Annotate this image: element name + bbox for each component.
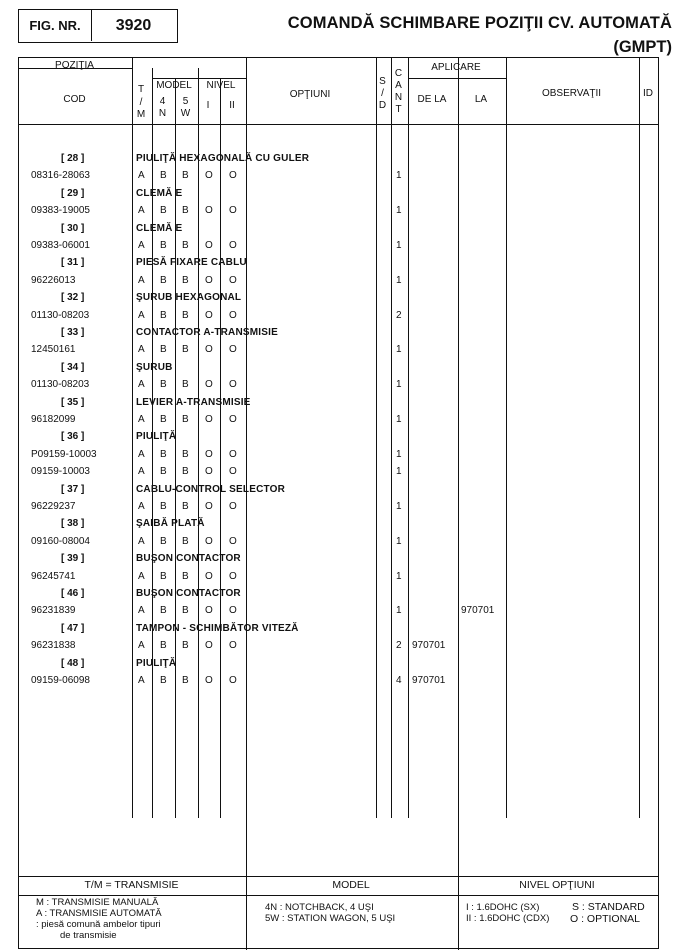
nivel-ii-value: O: [229, 535, 237, 547]
col-divider-la: [506, 58, 507, 818]
model-5w-value: B: [182, 344, 189, 356]
nivel-ii-value: O: [229, 640, 237, 652]
tm-value: A: [138, 379, 145, 391]
header-tm-m: M: [136, 109, 146, 120]
model-5w-value: B: [182, 414, 189, 425]
model-4n-value: B: [160, 414, 167, 425]
legend-code-standard: S : STANDARD: [572, 901, 645, 913]
quantity-value: 1: [396, 240, 402, 251]
header-nivel-ii: II: [229, 100, 235, 111]
model-4n-value: B: [160, 570, 167, 582]
header-cant-c: C: [394, 68, 403, 79]
model-4n-value: B: [160, 170, 167, 182]
header-aplicare: APLICARE: [431, 62, 481, 73]
nivel-i-value: O: [205, 640, 213, 652]
figure-number: 3920: [115, 17, 152, 34]
header-model-n: N: [158, 108, 167, 119]
legend-top-line: [19, 876, 658, 877]
page-title: COMANDĂ SCHIMBARE POZIŢII CV. AUTOMATĂ: [287, 14, 672, 32]
nivel-i-value: O: [205, 170, 213, 182]
tm-value: A: [138, 535, 145, 547]
quantity-value: 1: [396, 501, 402, 512]
nivel-i-value: O: [205, 240, 213, 251]
quantity-value: 2: [396, 309, 402, 321]
part-position: [ 33 ]: [61, 327, 85, 338]
model-4n-value: B: [160, 501, 167, 512]
legend-code-optional: O : OPTIONAL: [570, 913, 641, 925]
quantity-value: 1: [396, 448, 402, 460]
model-5w-value: B: [182, 170, 189, 182]
header-la: LA: [474, 94, 488, 105]
col-divider-model: [198, 68, 199, 818]
part-name: TAMPON - SCHIMBĂTOR VITEZĂ: [136, 622, 299, 634]
header-tm-t: T: [137, 84, 145, 95]
part-position: [ 30 ]: [61, 222, 85, 234]
tm-value: A: [138, 344, 145, 356]
model-4n-value: B: [160, 205, 167, 217]
legend-nivel-title: NIVEL OPŢIUNI: [519, 879, 595, 891]
nivel-i-value: O: [205, 414, 213, 425]
apply-to-value: 970701: [461, 605, 495, 617]
model-5w-value: B: [182, 379, 189, 391]
tm-value: A: [138, 240, 145, 251]
model-4n-value: B: [160, 448, 167, 460]
nivel-i-value: O: [205, 344, 213, 356]
part-code: 01130-08203: [31, 379, 90, 391]
col-divider-nivel-i: [220, 78, 221, 818]
legend-nivel-ii: II : 1.6DOHC (CDX): [466, 913, 550, 924]
tm-value: A: [138, 570, 145, 582]
nivel-ii-value: O: [229, 448, 237, 460]
nivel-i-value: O: [205, 570, 213, 582]
header-cant-n: N: [394, 92, 403, 103]
model-5w-value: B: [182, 501, 189, 512]
quantity-value: 1: [396, 605, 402, 617]
model-4n-value: B: [160, 466, 167, 478]
part-name: ŞURUB: [136, 361, 173, 373]
legend-model-5w: 5W : STATION WAGON, 5 UŞI: [265, 913, 396, 924]
part-name: CLEMĂ E: [136, 187, 183, 199]
figure-number-box: [18, 9, 178, 43]
parts-table: [18, 57, 659, 949]
part-code: 09159-06098: [31, 675, 90, 686]
quantity-value: 2: [396, 640, 402, 652]
part-position: [ 32 ]: [61, 292, 85, 304]
part-code: 01130-08203: [31, 309, 90, 321]
tm-value: A: [138, 448, 145, 460]
part-code: 96245741: [31, 570, 76, 582]
header-cant-a: A: [395, 80, 402, 91]
col-divider-dela: [458, 58, 459, 950]
part-name: BUŞON CONTACTOR: [136, 588, 241, 599]
part-position: [ 38 ]: [61, 518, 85, 530]
part-position: [ 34 ]: [61, 361, 85, 373]
tm-value: A: [138, 309, 145, 321]
model-5w-value: B: [182, 675, 189, 686]
part-code: 96231839: [31, 605, 76, 617]
nivel-ii-value: O: [229, 240, 237, 251]
nivel-i-value: O: [205, 466, 213, 478]
quantity-value: 1: [396, 570, 402, 582]
header-model-4: 4: [159, 96, 166, 107]
part-name: ŞURUB HEXAGONAL: [136, 292, 242, 304]
nivel-ii-value: O: [229, 466, 237, 478]
part-code: 12450161: [31, 344, 76, 356]
nivel-i-value: O: [205, 605, 213, 617]
tm-value: A: [138, 414, 145, 425]
part-name: CONTACTOR A-TRANSMISIE: [136, 327, 278, 338]
nivel-ii-value: O: [229, 605, 237, 617]
col-divider-optiuni: [376, 58, 377, 818]
part-position: [ 46 ]: [61, 588, 85, 599]
model-5w-value: B: [182, 570, 189, 582]
legend-nivel-i: I : 1.6DOHC (SX): [466, 902, 540, 913]
page-subtitle: (GMPT): [613, 38, 672, 56]
nivel-ii-value: O: [229, 170, 237, 182]
header-tm-slash: /: [139, 97, 143, 108]
nivel-i-value: O: [205, 448, 213, 460]
model-4n-value: B: [160, 344, 167, 356]
part-code: 96182099: [31, 414, 76, 425]
legend-title-line: [19, 895, 658, 896]
nivel-i-value: O: [205, 501, 213, 512]
part-name: BUŞON CONTACTOR: [136, 553, 241, 565]
tm-value: A: [138, 501, 145, 512]
model-5w-value: B: [182, 535, 189, 547]
part-position: [ 47 ]: [61, 622, 85, 634]
model-4n-value: B: [160, 240, 167, 251]
part-code: 96226013: [31, 274, 76, 286]
header-observatii: OBSERVAŢII: [541, 88, 602, 99]
quantity-value: 4: [396, 675, 402, 686]
part-position: [ 39 ]: [61, 553, 85, 565]
legend-model-title: MODEL: [332, 879, 370, 891]
model-5w-value: B: [182, 466, 189, 478]
part-name: PIULIŢĂ: [136, 657, 177, 669]
quantity-value: 1: [396, 379, 402, 391]
part-name: PIULIŢĂ: [136, 431, 177, 443]
part-code: P09159-10003: [31, 448, 97, 460]
col-divider-cod: [132, 58, 133, 818]
part-position: [ 35 ]: [61, 396, 85, 408]
header-bottom-line: [19, 124, 658, 125]
legend-tm-item-common-2: de transmisie: [60, 930, 117, 941]
nivel-ii-value: O: [229, 570, 237, 582]
part-position: [ 31 ]: [61, 257, 85, 269]
header-cant-t: T: [395, 104, 402, 115]
quantity-value: 1: [396, 535, 402, 547]
legend-tm-item-m: M : TRANSMISIE MANUALĂ: [36, 897, 159, 908]
header-sd-d: D: [378, 100, 387, 111]
legend-tm-title: T/M = TRANSMISIE: [84, 879, 179, 891]
part-name: PIESĂ FIXARE CABLU: [136, 257, 247, 269]
header-cod: COD: [63, 94, 86, 105]
model-5w-value: B: [182, 205, 189, 217]
part-position: [ 29 ]: [61, 187, 85, 199]
nivel-ii-value: O: [229, 205, 237, 217]
model-4n-value: B: [160, 274, 167, 286]
model-5w-value: B: [182, 448, 189, 460]
legend-tm-item-a: A : TRANSMISIE AUTOMATĂ: [36, 908, 162, 919]
header-sd-s: S: [379, 76, 386, 87]
nivel-i-value: O: [205, 205, 213, 217]
part-code: 08316-28063: [31, 170, 90, 182]
apply-from-value: 970701: [412, 640, 446, 652]
figure-label: FIG. NR.: [19, 10, 92, 41]
model-5w-value: B: [182, 240, 189, 251]
apply-from-value: 970701: [412, 675, 446, 686]
quantity-value: 1: [396, 205, 402, 217]
header-sd-slash: /: [381, 88, 384, 99]
col-divider-nivel: [246, 58, 247, 950]
part-code: 09160-08004: [31, 535, 90, 547]
part-name: CABLU-CONTROL SELECTOR: [136, 483, 286, 495]
nivel-i-value: O: [205, 274, 213, 286]
tm-value: A: [138, 640, 145, 652]
part-name: LEVIER A-TRANSMISIE: [136, 396, 251, 408]
nivel-i-value: O: [205, 535, 213, 547]
part-name: ŞAIBĂ PLATĂ: [136, 518, 205, 530]
model-4n-value: B: [160, 675, 167, 686]
model-5w-value: B: [182, 274, 189, 286]
nivel-ii-value: O: [229, 274, 237, 286]
part-position: [ 48 ]: [61, 657, 85, 669]
quantity-value: 1: [396, 466, 402, 478]
part-position: [ 36 ]: [61, 431, 85, 443]
header-nivel: NIVEL: [206, 80, 236, 91]
tm-value: A: [138, 205, 145, 217]
legend-model-4n: 4N : NOTCHBACK, 4 UŞI: [265, 902, 374, 913]
nivel-ii-value: O: [229, 675, 237, 686]
part-code: 96231838: [31, 640, 76, 652]
nivel-ii-value: O: [229, 379, 237, 391]
part-code: 96229237: [31, 501, 76, 512]
header-pozitia: POZIŢIA: [55, 60, 94, 71]
nivel-ii-value: O: [229, 344, 237, 356]
part-code: 09383-06001: [31, 240, 90, 251]
row-divider-aplicare: [408, 78, 506, 79]
model-4n-value: B: [160, 605, 167, 617]
quantity-value: 1: [396, 170, 402, 182]
part-code: 09159-10003: [31, 466, 90, 478]
header-optiuni: OPŢIUNI: [289, 89, 331, 100]
header-model-w: W: [180, 108, 191, 119]
part-code: 09383-19005: [31, 205, 90, 217]
header-nivel-i: I: [206, 100, 210, 111]
nivel-i-value: O: [205, 675, 213, 686]
header-model-5: 5: [182, 96, 189, 107]
nivel-i-value: O: [205, 309, 213, 321]
part-name: PIULIŢĂ HEXAGONALĂ CU GULER: [136, 153, 310, 164]
row-divider-model: [152, 78, 246, 79]
quantity-value: 1: [396, 274, 402, 286]
tm-value: A: [138, 274, 145, 286]
tm-value: A: [138, 466, 145, 478]
col-divider-observatii: [639, 58, 640, 818]
model-5w-value: B: [182, 309, 189, 321]
model-5w-value: B: [182, 640, 189, 652]
model-4n-value: B: [160, 379, 167, 391]
part-position: [ 37 ]: [61, 483, 85, 495]
col-divider-sd: [391, 58, 392, 818]
legend-tm-item-common: : piesă comună ambelor tipuri: [36, 919, 161, 930]
tm-value: A: [138, 170, 145, 182]
quantity-value: 1: [396, 344, 402, 356]
model-4n-value: B: [160, 535, 167, 547]
nivel-ii-value: O: [229, 414, 237, 425]
model-4n-value: B: [160, 640, 167, 652]
quantity-value: 1: [396, 414, 402, 425]
tm-value: A: [138, 675, 145, 686]
col-divider-cant: [408, 58, 409, 818]
part-position: [ 28 ]: [61, 153, 85, 164]
model-5w-value: B: [182, 605, 189, 617]
model-4n-value: B: [160, 309, 167, 321]
tm-value: A: [138, 605, 145, 617]
nivel-i-value: O: [205, 379, 213, 391]
nivel-ii-value: O: [229, 501, 237, 512]
header-de-la: DE LA: [417, 94, 447, 105]
header-id: ID: [643, 88, 653, 99]
nivel-ii-value: O: [229, 309, 237, 321]
header-model: MODEL: [156, 80, 192, 91]
part-name: CLEMĂ E: [136, 222, 183, 234]
